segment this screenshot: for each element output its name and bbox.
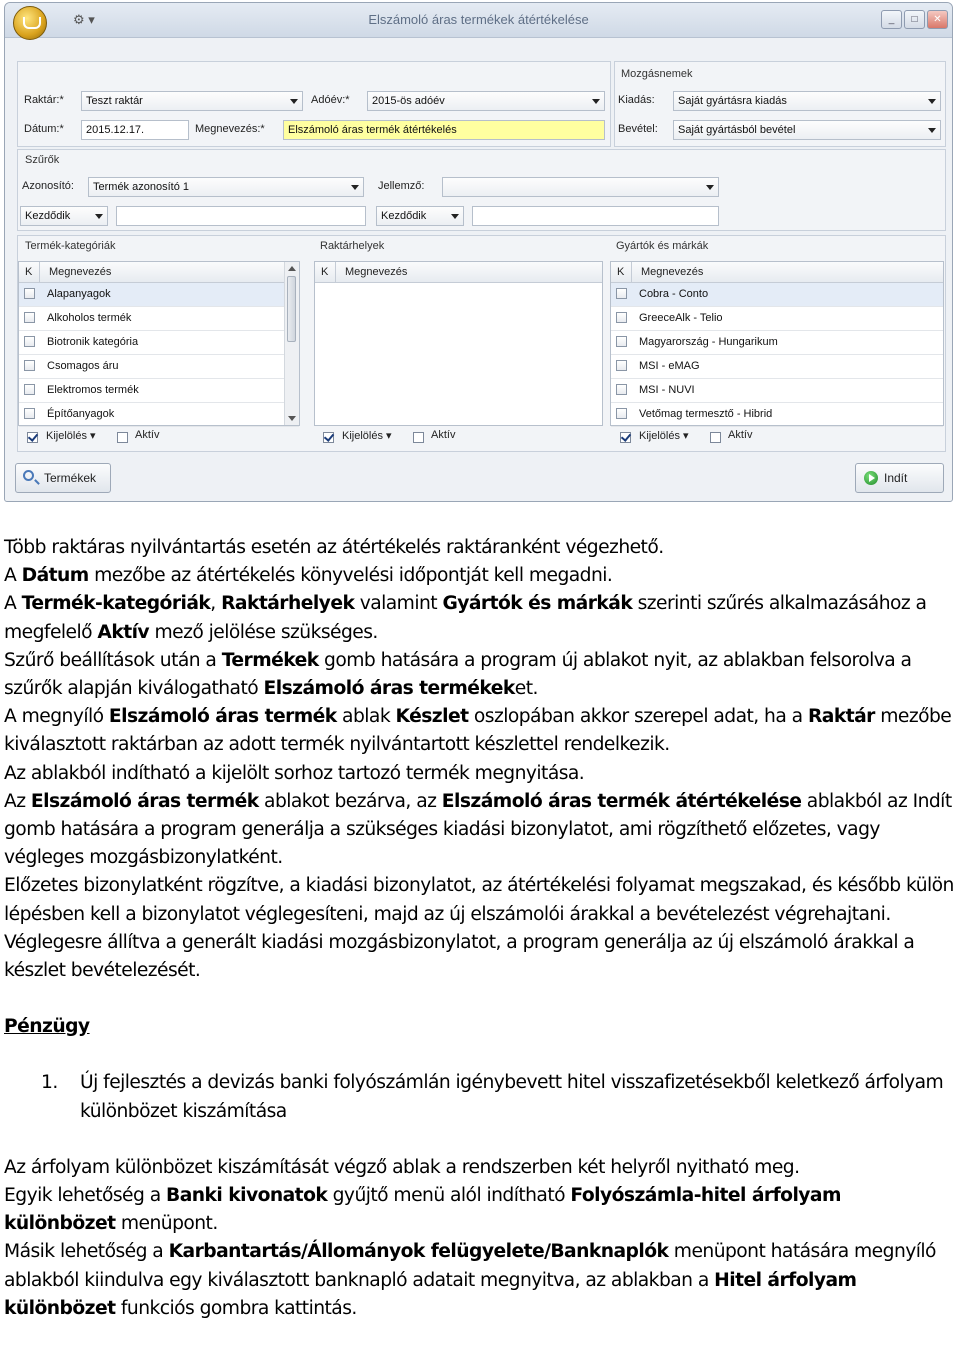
list-item-label: MSI - eMAG (639, 360, 700, 372)
text-run: Másik lehetőség a (4, 1241, 169, 1263)
col-megnevezes: Megnevezés (345, 266, 408, 278)
list-item-label: Alapanyagok (47, 288, 111, 300)
list-header[interactable] (19, 262, 299, 283)
bold-run: Folyószámla-hitel árfolyam különbözet (4, 1185, 841, 1235)
list-item[interactable] (19, 355, 299, 379)
bold-run: Elszámoló áras termék (30, 790, 259, 812)
text-run: gyűjtő menü alól indítható (327, 1185, 571, 1207)
azonosito-filter-input[interactable] (116, 206, 366, 226)
text-run: A (4, 565, 22, 587)
list-item[interactable] (19, 283, 299, 307)
bold-run: Dátum (21, 565, 89, 587)
list-item-label: GreeceAlk - Telio (639, 312, 723, 324)
gyartok-markak-title: Gyártók és márkák (616, 240, 709, 252)
adoev-value: 2015-ös adóév (372, 95, 445, 107)
paragraph (4, 703, 958, 759)
text-run: mezőbe kiválasztott raktárban az adott termék nyilvántartott készlettel rendelkezik. (4, 706, 952, 756)
scroll-down-icon[interactable] (288, 416, 296, 421)
checkbox[interactable] (24, 360, 35, 371)
title-bar (5, 3, 952, 38)
jellemzo-filter-input[interactable] (472, 206, 719, 226)
aktiv-label: Aktív (135, 429, 160, 441)
aktiv-checkbox[interactable] (413, 432, 424, 443)
list-scrollbar[interactable] (284, 262, 299, 425)
raktarhelyek-title: Raktárhelyek (320, 240, 385, 252)
list-item-label: Alkoholos termék (47, 312, 132, 324)
text-run: mező jelölése szükséges. (149, 621, 378, 643)
termekek-button-label: Termékek (44, 471, 97, 485)
chevron-down-icon (290, 99, 298, 104)
checkbox[interactable] (616, 384, 627, 395)
section-heading: Pénzügy (4, 1016, 90, 1038)
list-item-label: Biotronik kategória (47, 336, 139, 348)
paragraph: Az ablakból indítható a kijelölt sorhoz tartozó termék megnyitása. (4, 762, 585, 784)
list-item-label: Magyarország - Hungarikum (639, 336, 778, 348)
checkbox[interactable] (24, 408, 35, 419)
list-item[interactable] (19, 403, 299, 427)
chevron-down-icon (928, 99, 936, 104)
col-separator (335, 262, 336, 282)
chevron-down-icon (351, 185, 359, 190)
text-run: Szűrő beállítások után a (4, 649, 222, 671)
termek-kategoriak-list (18, 261, 300, 426)
text-run: menüpont hatására megnyíló ablakból kiindulva egy kiválasztott banknapló adatait megnyitva, az ablakban a (4, 1241, 936, 1291)
adoev-label: Adóév:* (311, 94, 350, 106)
checkbox[interactable] (24, 384, 35, 395)
text-run: ablakból az Indít gomb hatására a program generálja a szükséges kiadási bizonylatot, ami rögzíthető előzetes, vagy végleges mozgásbizonylatként. (4, 790, 952, 869)
gyartok-markak-list (610, 261, 944, 426)
kezdodik-value-1: Kezdődik (25, 210, 71, 222)
checkbox[interactable] (616, 288, 627, 299)
list-item[interactable] (611, 355, 943, 379)
list-item[interactable] (611, 331, 943, 355)
bold-run: Elszámoló áras termék átértékelése (441, 790, 802, 812)
chevron-down-icon (451, 214, 459, 219)
list-item[interactable] (19, 307, 299, 331)
chevron-down-icon (95, 214, 103, 219)
paragraph: Véglegesre állítva a generált kiadási mozgásbizonylatot, a program generálja az új elszámoló árakkal a készlet bevételezését. (4, 931, 915, 982)
list-item-label: Cobra - Conto (639, 288, 709, 300)
text-run: oszlopában akkor szerepel adat, ha a (468, 706, 808, 728)
text-run: A (4, 593, 22, 615)
jellemzo-label: Jellemző: (378, 180, 425, 192)
adoev-combo[interactable] (367, 91, 605, 111)
bevetel-value: Saját gyártásból bevétel (678, 124, 796, 136)
text-run: et. (514, 678, 538, 700)
datum-field[interactable]: 2015.12.17. (81, 120, 189, 140)
checkbox[interactable] (616, 408, 627, 419)
jellemzo-combo[interactable] (442, 177, 719, 197)
bold-run: Elszámoló áras termékek (263, 678, 515, 700)
list-header[interactable] (315, 262, 602, 283)
text-run: funkciós gombra kattintás. (115, 1297, 357, 1319)
szurok-title: Szűrők (25, 154, 60, 166)
list-item: Új fejlesztés a devizás banki folyószámlán igénybevett hitel visszafizetésekből keletkező árfolyam különbözet kiszámítása (80, 1072, 944, 1122)
list-number: 1. (41, 1072, 58, 1094)
col-k: K (25, 266, 33, 278)
kiadas-combo[interactable] (673, 91, 941, 111)
col-separator (39, 262, 40, 282)
kezdodik-value-2: Kezdődik (381, 210, 427, 222)
chevron-down-icon (706, 185, 714, 190)
termekek-button[interactable] (15, 463, 111, 493)
search-icon (23, 470, 34, 481)
text-run: gomb hatására a program új ablakot nyit, az ablakban felsorolva a szűrők alapján kiválogatható (4, 649, 912, 700)
paragraph (4, 788, 958, 873)
bold-run: Raktár (807, 706, 875, 728)
kijeloles-menu[interactable]: Kijelölés ▾ (46, 430, 96, 442)
kijeloles-menu[interactable]: Kijelölés ▾ (342, 430, 392, 442)
kijeloles-checkbox[interactable] (620, 432, 631, 443)
kezdodik-combo-2[interactable] (376, 206, 464, 226)
paragraph: Az árfolyam különbözet kiszámítását végző ablak a rendszerben két helyről nyitható meg. (4, 1156, 800, 1178)
list-item[interactable] (19, 379, 299, 403)
kijeloles-checkbox[interactable] (323, 432, 334, 443)
list-item[interactable] (611, 403, 943, 427)
paragraph (4, 562, 958, 590)
numbered-list (4, 1069, 958, 1125)
text-run: szerinti szűrés alkalmazásához a megfelelő (4, 593, 927, 643)
azonosito-label: Azonosító: (22, 180, 74, 192)
text-run: mezőbe az átértékelés könyvelési időpontját kell megadni. (88, 565, 613, 587)
megnevezes-label: Megnevezés:* (195, 123, 265, 135)
list-header[interactable] (611, 262, 943, 283)
col-k: K (321, 266, 329, 278)
kezdodik-combo-1[interactable] (20, 206, 108, 226)
aktiv-label: Aktív (728, 429, 753, 441)
scroll-up-icon[interactable] (288, 266, 296, 271)
close-button[interactable]: ✕ (927, 10, 948, 29)
aktiv-label: Aktív (431, 429, 456, 441)
checkbox[interactable] (616, 360, 627, 371)
raktar-value: Teszt raktár (86, 95, 143, 107)
indit-button[interactable] (855, 463, 944, 493)
checkbox[interactable] (24, 288, 35, 299)
list-item-label: Építőanyagok (47, 408, 115, 420)
text-run: menüpont. (115, 1213, 218, 1235)
chevron-down-icon (592, 99, 600, 104)
window-title: Elszámoló áras termékek átértékelése (368, 12, 589, 27)
bold-run: Banki kivonatok (166, 1185, 328, 1207)
bold-run: Raktárhelyek (221, 593, 355, 615)
minimize-button[interactable]: _ (881, 10, 902, 29)
text-run: valamint (354, 593, 443, 615)
bold-run: Termék-kategóriák (21, 593, 211, 615)
bold-run: Termékek (221, 649, 319, 671)
bold-run: Gyártók és márkák (442, 593, 633, 615)
paragraph (4, 590, 958, 646)
chevron-down-icon (928, 128, 936, 133)
text-run: Az (4, 790, 31, 812)
checkbox[interactable] (616, 336, 627, 347)
list-item[interactable] (19, 331, 299, 355)
azonosito-combo[interactable] (88, 177, 364, 197)
checkbox[interactable] (24, 336, 35, 347)
bold-run: Hitel árfolyam különbözet (4, 1269, 857, 1319)
bold-run: Aktív (97, 621, 150, 643)
checkbox[interactable] (24, 312, 35, 323)
document-body (4, 534, 958, 1323)
indit-button-label: Indít (884, 471, 908, 485)
raktarhelyek-list (314, 261, 603, 426)
aktiv-checkbox[interactable] (710, 432, 721, 443)
col-separator (631, 262, 632, 282)
list-item-label: MSI - NUVI (639, 384, 695, 396)
checkbox[interactable] (616, 312, 627, 323)
megnevezes-field[interactable]: Elszámoló áras termék átértékelés (283, 120, 605, 140)
paragraph (4, 1182, 958, 1238)
paragraph (4, 1238, 958, 1323)
datum-label: Dátum:* (24, 123, 64, 135)
list-item[interactable] (611, 379, 943, 403)
scroll-thumb[interactable] (287, 276, 296, 342)
raktar-combo[interactable] (81, 91, 303, 111)
text-run: ablak (336, 706, 396, 728)
kijeloles-checkbox[interactable] (27, 432, 38, 443)
paragraph: Előzetes bizonylatként rögzítve, a kiadási bizonylatot, az átértékelési folyamat megszakad, és később külön lépésben kell a bizonylatot véglegesíteni, majd az új elszámolói árakkal a bevételezést végrehajtani. (4, 875, 954, 925)
termek-kategoriak-title: Termék-kategóriák (25, 240, 116, 252)
play-icon (864, 471, 878, 485)
text-run: A megnyíló (4, 706, 109, 728)
bold-run: Karbantartás/Állományok felügyelete/Banknaplók (168, 1241, 669, 1263)
list-item-label: Elektromos termék (47, 384, 139, 396)
paragraph (4, 647, 958, 703)
list-item-label: Vetőmag termesztő - Hibrid (639, 408, 773, 420)
text-run: Egyik lehetőség a (4, 1185, 167, 1207)
mozgasnemek-title: Mozgásnemek (621, 68, 693, 80)
col-megnevezes: Megnevezés (49, 266, 112, 278)
text-run: ablakot bezárva, az (258, 790, 442, 812)
quick-access-gear-icon[interactable]: ⚙ ▾ (73, 12, 95, 27)
bold-run: Készlet (395, 706, 469, 728)
app-window (4, 2, 953, 502)
azonosito-value: Termék azonosító 1 (93, 181, 189, 193)
col-megnevezes: Megnevezés (641, 266, 704, 278)
maximize-button[interactable]: □ (904, 10, 925, 29)
paragraph: Több raktáras nyilvántartás esetén az átértékelés raktáranként végezhető. (4, 537, 664, 558)
kiadas-label: Kiadás: (618, 94, 655, 106)
list-item[interactable] (611, 283, 943, 307)
kiadas-value: Saját gyártásra kiadás (678, 95, 787, 107)
bevetel-combo[interactable] (673, 120, 941, 140)
col-k: K (617, 266, 625, 278)
kijeloles-menu[interactable]: Kijelölés ▾ (639, 430, 689, 442)
aktiv-checkbox[interactable] (117, 432, 128, 443)
bevetel-label: Bevétel: (618, 123, 658, 135)
raktar-label: Raktár:* (24, 94, 64, 106)
bold-run: Elszámoló áras termék (108, 706, 337, 728)
list-item[interactable] (611, 307, 943, 331)
text-run: , (210, 593, 222, 615)
list-item-label: Csomagos áru (47, 360, 119, 372)
